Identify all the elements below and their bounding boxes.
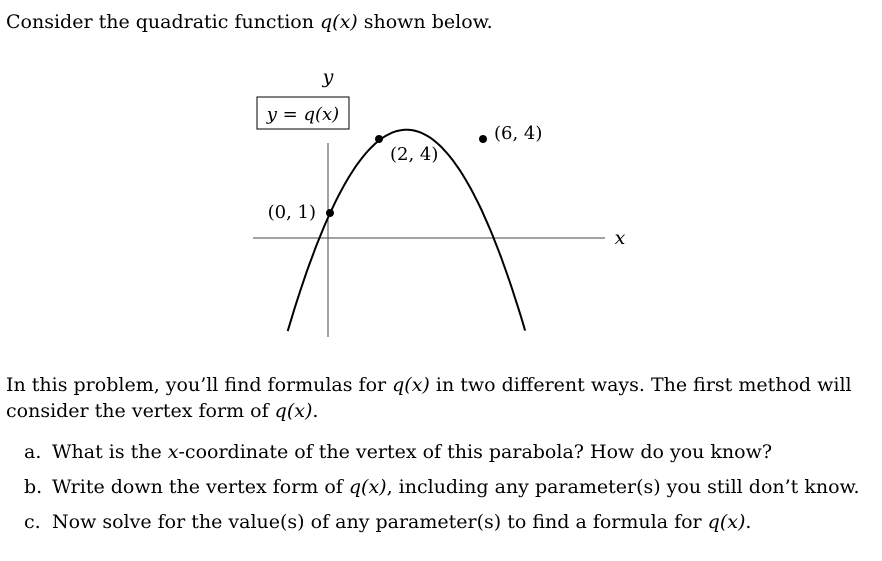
intro-function: q(x): [320, 11, 358, 33]
paragraph-function: q(x): [392, 374, 430, 396]
question-a: [24, 441, 874, 476]
question-text: Now solve for the value(s) of any parameter(s) to find a formula for: [52, 511, 708, 533]
x-axis-label: x: [614, 227, 626, 249]
paragraph-part3: .: [312, 400, 319, 422]
question-text: Write down the vertex form of: [52, 476, 349, 498]
question-b: [24, 476, 874, 511]
question-math: q(x): [348, 476, 387, 498]
y-axis-label: y: [322, 66, 334, 88]
question-math: q(x): [707, 511, 746, 533]
paragraph-part1: In this problem, you’ll find formulas for: [6, 374, 393, 396]
paragraph-function-2: q(x): [274, 400, 313, 422]
question-letter: b.: [24, 476, 43, 498]
point-2-4: [375, 135, 383, 143]
paragraph-part2: in two different ways. The first method will consider the vertex form of: [6, 374, 852, 422]
point-0-1: [326, 209, 334, 217]
question-c: [24, 511, 874, 546]
point-label-0-1: (0, 1): [267, 202, 316, 223]
intro-prefix: Consider the quadratic function: [6, 11, 320, 33]
question-text: .: [745, 511, 752, 533]
point-label-2-4: (2, 4): [390, 144, 439, 165]
point-label-6-4: (6, 4): [494, 123, 543, 144]
question-letter: a.: [24, 441, 42, 463]
function-label: y = q(x): [266, 104, 340, 125]
question-text: , including any parameter(s) you still don’t know.: [386, 476, 860, 498]
point-6-4: [479, 135, 487, 143]
question-math: x: [167, 441, 179, 463]
question-list: [24, 441, 874, 546]
problem-paragraph: [6, 372, 866, 424]
intro-suffix: shown below.: [357, 11, 493, 33]
question-text: -coordinate of the vertex of this parabola? How do you know?: [178, 441, 773, 463]
question-text: What is the: [52, 441, 168, 463]
question-letter: c.: [24, 511, 41, 533]
